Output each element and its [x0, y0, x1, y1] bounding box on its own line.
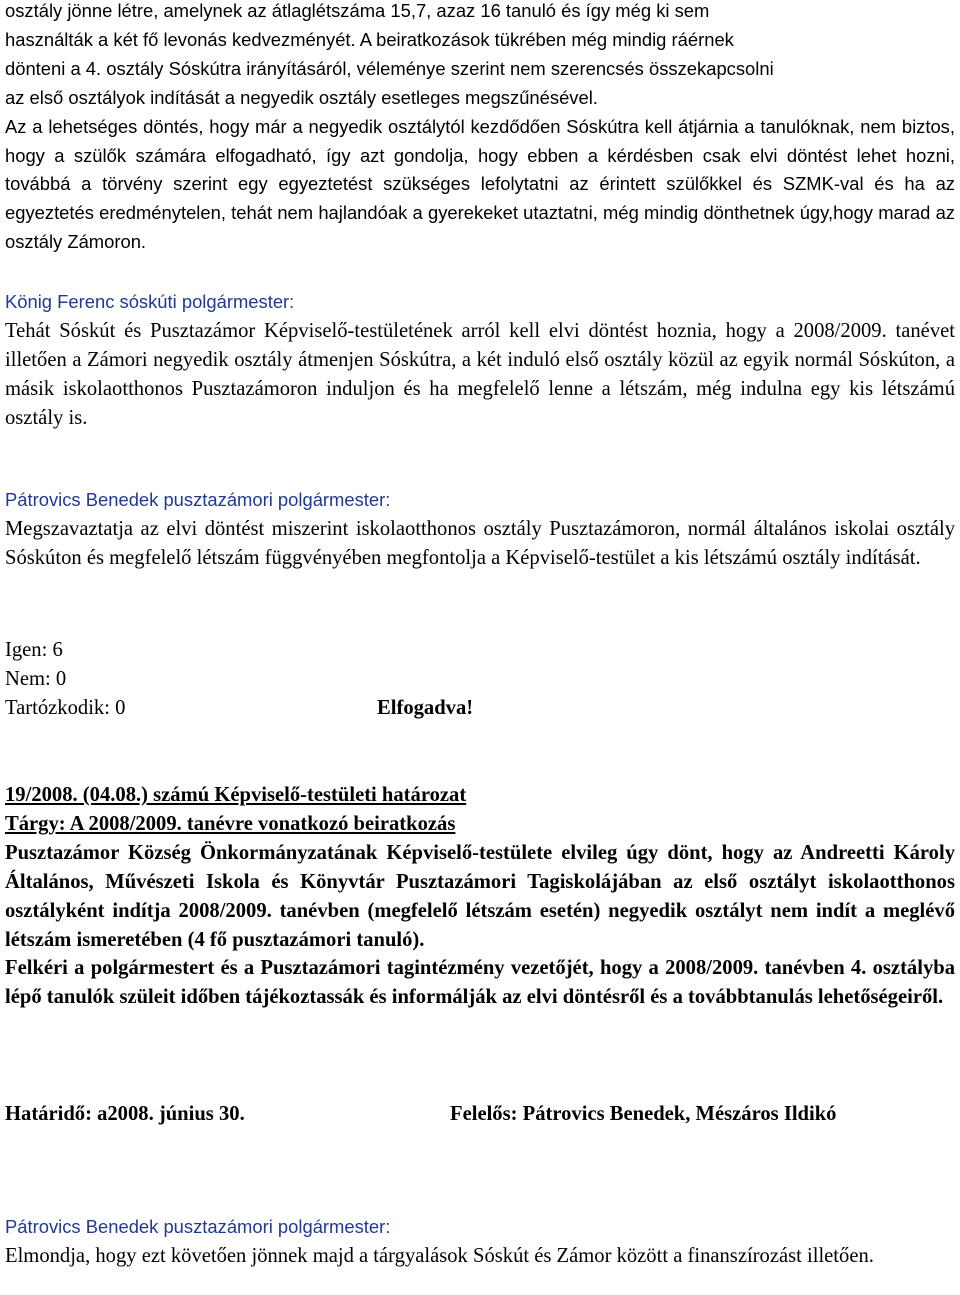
vote-section [5, 636, 955, 723]
vote-abstain: Tartózkodik: 0 [5, 696, 126, 719]
deadline: Határidő: a2008. június 30. [5, 1103, 245, 1125]
intro-section [5, 0, 955, 257]
speaker-name: Pátrovics Benedek pusztazámori polgármester: [5, 489, 391, 510]
vote-no: Nem: 0 [5, 667, 67, 690]
konig-section [5, 288, 955, 433]
responsible: Felelős: Pátrovics Benedek, Mészáros Ildikó [450, 1103, 837, 1125]
patrovics-section-2 [5, 1213, 955, 1271]
patrovics-section-1 [5, 486, 955, 573]
intro-line: osztály jönne létre, amelynek az átlaglétszáma 15,7, azaz 16 tanuló és így még ki sem [5, 0, 710, 21]
resolution-title: 19/2008. (04.08.) számú Képviselő-testületi határozat [5, 784, 467, 806]
resolution-section [5, 781, 955, 1012]
intro-line: dönteni a 4. osztály Sóskútra irányításáról, véleménye szerint nem szerencsés összekapcsolni [5, 57, 774, 79]
deadline-row [5, 1100, 955, 1129]
resolution-paragraph: Pusztazámor Község Önkormányzatának Képviselő-testülete elvileg úgy dönt, hogy az Andreetti Károly Általános, Művészeti Iskola és Könyvtár Pusztazámori Tagiskolájában az első osztályt iskolaotthonos osztályként indítja 2008/2009. tanévben (megfelelő létszám esetén) negyedik osztályt nem indít a meglévő létszám ismeretében (4 fő pusztazámori tanuló). [5, 841, 955, 951]
resolution-subject [5, 810, 955, 839]
vote-result: Elfogadva! [377, 696, 474, 719]
speech-paragraph: Tehát Sóskút és Pusztazámor Képviselő-testületének arról kell elvi döntést hoznia, hogy a 2008/2009. tanévet illetően a Zámori negyedik osztály átmenjen Sóskútra, a két induló első osztály közül az egyik normál Sóskúton, a másik iskolaotthonos Pusztazámoron induljon és ha megfelelő lenne a létszám, még indulna egy kis létszámú osztály is. [5, 319, 955, 429]
vote-abstain-row [5, 694, 955, 723]
speech-paragraph: Megszavaztatja az elvi döntést miszerint iskolaotthonos osztály Pusztazámoron, normál általános iskolai osztály Sóskúton és megfelelő létszám függvényében megfontolja a Képviselő-testület a kis létszámú osztály indítását. [5, 517, 955, 569]
speech-paragraph: Elmondja, hogy ezt követően jönnek majd a tárgyalások Sóskút és Zámor között a finanszírozást illetően. [5, 1244, 874, 1267]
resolution-paragraph: Felkéri a polgármestert és a Pusztazámori tagintézmény vezetőjét, hogy a 2008/2009. tanévben 4. osztályba lépő tanulók szüleit időben tájékoztassák és informálják az elvi döntésről és a továbbtanulás lehetőségeiről. [5, 957, 955, 1009]
subject-text: A 2008/2009. tanévre vonatkozó beiratkozás [65, 812, 456, 835]
subject-label: Tárgy: [5, 812, 66, 835]
speaker-name: König Ferenc sóskúti polgármester: [5, 291, 295, 312]
vote-yes: Igen: 6 [5, 639, 63, 661]
intro-paragraph: Az a lehetséges döntés, hogy már a negyedik osztálytól kezdődően Sóskútra kell átjárnia a tanulóknak, nem biztos, hogy a szülők számára elfogadható, így azt gondolja, hogy ebben a kérdésben csak elvi döntést lehet hozni, továbbá a törvény szerint egy egyeztetést szükséges lefolytatni az érintett szülőkkel és SZMK-val és ha az egyeztetés eredménytelen, tehát nem hajlandóak a gyerekeket utaztatni, még mindig dönthetnek úgy,hogy marad az osztály Zámoron. [5, 115, 955, 253]
intro-line: az első osztályok indítását a negyedik osztály esetleges megszűnésével. [5, 86, 598, 108]
intro-line: használták a két fő levonás kedvezményét. A beiratkozások tükrében még mindig ráérnek [5, 28, 734, 50]
speaker-name: Pátrovics Benedek pusztazámori polgármester: [5, 1216, 391, 1237]
